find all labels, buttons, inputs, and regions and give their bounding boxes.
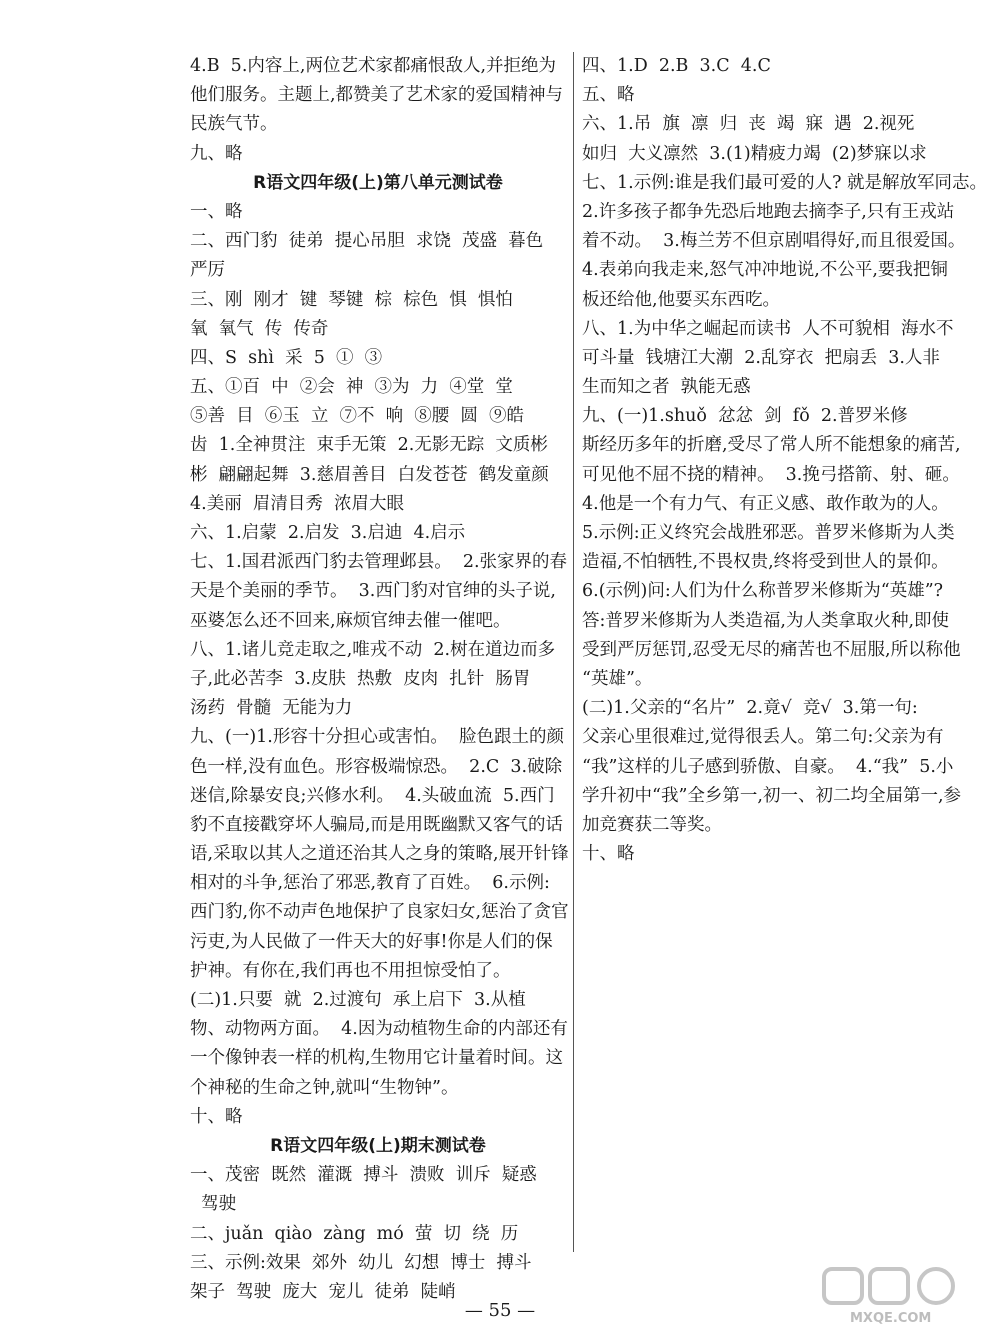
answer-line: 民族气节。: [190, 114, 278, 135]
answer-line: 着不动。 3.梅兰芳不但京剧唱得好,而且很爱国。: [582, 231, 966, 252]
answer-line: 氧 氧气 传 传奇: [190, 318, 329, 339]
answer-line: 西门豹,你不动声色地保护了良家妇女,惩治了贪官: [190, 902, 569, 923]
answer-line: 一、略: [190, 201, 243, 222]
answer-line: 豹不直接戳穿坏人骗局,而是用既幽默又客气的话: [190, 814, 564, 835]
answer-line: 架子 驾驶 庞大 宠儿 徒弟 陡峭: [190, 1281, 456, 1302]
answer-line: “我”这样的儿子感到骄傲、自豪。 4.“我” 5.小: [582, 756, 954, 777]
answer-line: 四、S shì 采 5 ① ③: [190, 347, 383, 368]
answer-line: 4.B 5.内容上,两位艺术家都痛恨敌人,并拒绝为: [190, 56, 557, 76]
answer-line: 学升初中“我”全乡第一,初一、初二均全届第一,参: [582, 785, 962, 806]
section-title: R语文四年级(上)期末测试卷: [270, 1135, 486, 1156]
watermark-logo: [820, 1265, 970, 1327]
answer-line: 九、(一)1.形容十分担心或害怕。 脸色跟土的颜: [190, 727, 564, 748]
answer-line: 他们服务。主题上,都赞美了艺术家的爱国精神与: [190, 85, 564, 106]
answer-line: 三、刚 刚才 键 琴键 棕 棕色 惧 惧怕: [190, 289, 513, 310]
answer-line: 九、略: [190, 143, 243, 164]
watermark-text: MXQE.COM: [850, 1311, 932, 1326]
answer-line: 子,此必苦李 3.皮肤 热敷 皮肉 扎针 肠胃: [190, 668, 531, 689]
answer-line: 护神。有你在,我们再也不用担惊受怕了。: [190, 960, 511, 981]
answer-line: 驾驶: [190, 1194, 237, 1215]
answer-line: 十、略: [582, 844, 635, 865]
answer-line: 七、1.国君派西门豹去管理邺县。 2.张家界的春: [190, 552, 568, 573]
answer-line: 天是个美丽的季节。 3.西门豹对官绅的头子说,: [190, 581, 556, 602]
answer-line: 可斗量 钱塘江大潮 2.乱穿衣 把扇丢 3.人非: [582, 347, 940, 368]
answer-line: 十、略: [190, 1106, 243, 1127]
answer-line: 五、略: [582, 85, 635, 106]
answer-line: 4.他是一个有力气、有正义感、敢作敢为的人。: [582, 493, 949, 514]
answer-line: 父亲心里很难过,觉得很丢人。第二句:父亲为有: [582, 727, 944, 748]
answer-line: 6.(示例)问:人们为什么称普罗米修斯为“英雄”?: [582, 581, 944, 602]
answer-line: 2.许多孩子都争先恐后地跑去摘李子,只有王戎站: [582, 201, 955, 222]
page-number: — 55 —: [464, 1300, 536, 1321]
section-title: R语文四年级(上)第八单元测试卷: [253, 172, 503, 193]
answer-line: 斯经历多年的折磨,受尽了常人所不能想象的痛苦,: [582, 435, 961, 456]
right-column: [582, 52, 988, 869]
answer-line: 五、①百 中 ②会 神 ③为 力 ④堂 堂: [190, 377, 513, 398]
answer-line: 个神秘的生命之钟,就叫“生物钟”。: [190, 1077, 459, 1098]
answer-line: 4.表弟向我走来,怒气冲冲地说,不公平,要我把铜: [582, 260, 948, 281]
answer-line: 一、茂密 既然 灌溉 搏斗 溃败 训斥 疑惑: [190, 1165, 537, 1186]
answer-line: 语,采取以其人之道还治其人之身的策略,展开针锋: [190, 844, 569, 865]
answer-line: 受到严厉惩罚,忍受无尽的痛苦也不屈服,所以称他: [582, 639, 961, 660]
answer-line: 污吏,为人民做了一件天大的好事!你是人们的保: [190, 931, 553, 952]
answer-line: 八、1.诸儿竞走取之,唯戎不动 2.树在道边而多: [190, 639, 556, 660]
answer-line: 九、(一)1.shuǒ 忿忿 剑 fǒ 2.普罗米修: [582, 406, 908, 427]
answer-line: 二、西门豹 徒弟 提心吊胆 求饶 茂盛 暮色: [190, 231, 544, 252]
answer-line: 八、1.为中华之崛起而读书 人不可貌相 海水不: [582, 318, 954, 339]
answer-line: 二、juǎn qiào zàng mó 萤 切 绕 历: [190, 1223, 519, 1244]
answer-line: 严厉: [190, 260, 225, 281]
answer-line: 相对的斗争,惩治了邪恶,教育了百姓。 6.示例:: [190, 873, 550, 894]
answer-line: 造福,不怕牺牲,不畏权贵,终将受到世人的景仰。: [582, 552, 949, 573]
answer-line: 汤药 骨髓 无能为力: [190, 698, 353, 719]
answer-line: 物、动物两方面。 4.因为动植物生命的内部还有: [190, 1019, 568, 1040]
answer-line: 板还给他,他要买东西吃。: [582, 289, 781, 310]
answer-line: 4.美丽 眉清目秀 浓眉大眼: [190, 493, 404, 514]
answer-line: 四、1.D 2.B 3.C 4.C: [582, 56, 771, 76]
answer-line: 七、1.示例:谁是我们最可爱的人? 就是解放军同志。: [582, 172, 988, 193]
answer-line: 迷信,除暴安良;兴修水利。 4.头破血流 5.西门: [190, 785, 555, 806]
answer-line: 色一样,没有血色。形容极端惊恐。 2.C 3.破除: [190, 756, 563, 777]
answer-line: 巫婆怎么还不回来,麻烦官绅去催一催吧。: [190, 610, 511, 631]
answer-line: 六、1.吊 旗 凛 归 丧 竭 寐 遇 2.视死: [582, 114, 915, 135]
answer-line: 加竞赛获二等奖。: [582, 814, 722, 835]
answer-line: ⑤善 目 ⑥玉 立 ⑦不 响 ⑧腰 圆 ⑨皓: [190, 406, 525, 427]
answer-line: “英雄”。: [582, 668, 653, 689]
answer-line: 三、示例:效果 郊外 幼儿 幻想 博士 搏斗: [190, 1252, 532, 1273]
answer-line: (二)1.父亲的“名片” 2.竟√ 竞√ 3.第一句:: [582, 698, 918, 719]
answer-line: 答:普罗米修斯为人类造福,为人类拿取火种,即使: [582, 610, 950, 631]
answer-line: 5.示例:正义终究会战胜邪恶。普罗米修斯为人类: [582, 523, 955, 543]
answer-line: 齿 1.全神贯注 束手无策 2.无影无踪 文质彬: [190, 435, 548, 456]
answer-line: (二)1.只要 就 2.过渡句 承上启下 3.从植: [190, 990, 526, 1010]
answer-line: 彬 翩翩起舞 3.慈眉善目 白发苍苍 鹤发童颜: [190, 464, 549, 485]
answer-line: 生而知之者 孰能无惑: [582, 377, 751, 398]
answer-line: 如归 大义凛然 3.(1)精疲力竭 (2)梦寐以求: [582, 143, 927, 164]
answer-line: 一个像钟表一样的机构,生物用它计量着时间。这: [190, 1048, 564, 1069]
answer-line: 可见他不屈不挠的精神。 3.挽弓搭箭、射、砸。: [582, 464, 960, 485]
left-column: [190, 52, 569, 1307]
column-divider: [573, 52, 574, 1252]
answer-line: 六、1.启蒙 2.启发 3.启迪 4.启示: [190, 523, 466, 543]
